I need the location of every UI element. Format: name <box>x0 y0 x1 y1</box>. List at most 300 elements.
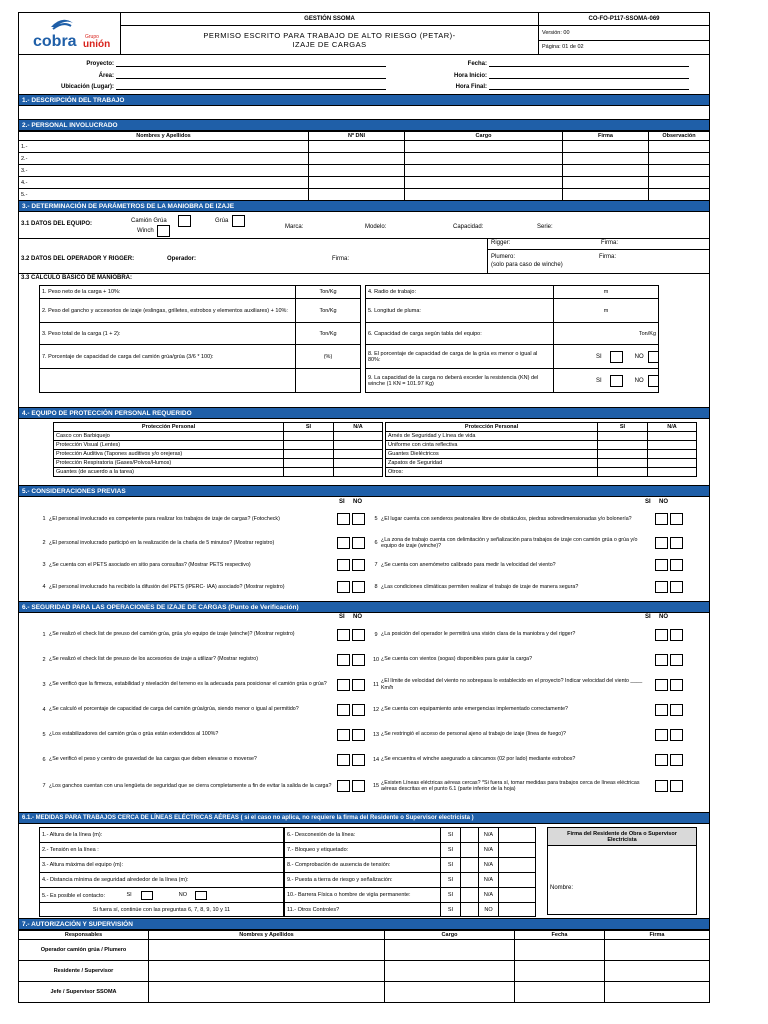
winch-label: Winch <box>137 228 154 234</box>
question-number: 14 <box>372 756 380 763</box>
question-text: ¿Los estabilizadores del camión grúa o grúa están extendidos al 100%? <box>49 731 219 738</box>
th-observacion: Observación <box>649 132 710 141</box>
s6-question-row <box>39 772 369 800</box>
s6-question-row <box>371 747 687 772</box>
si-checkbox[interactable] <box>337 654 350 666</box>
logo-text: cobra <box>33 33 77 50</box>
s6-question-row <box>39 697 369 722</box>
question-number: 4 <box>42 706 46 713</box>
question-number: 2 <box>42 540 46 546</box>
question-text: ¿Se cuenta con anemómetro calibrado para medir la velocidad del viento? <box>381 561 556 568</box>
hora-final-label: Hora Final: <box>455 84 487 90</box>
table-row[interactable] <box>19 982 710 1003</box>
camion-grua-checkbox[interactable] <box>178 215 191 227</box>
question-text: ¿Las condiciones climáticas permiten realizar el trabajo de izaje de manera segura? <box>381 583 579 590</box>
question-text: ¿Se restringió el acceso de personal ajeno al trabajo de izaje (línea de fuego)? <box>381 731 566 738</box>
info-block <box>18 55 710 95</box>
no-checkbox[interactable] <box>352 754 365 766</box>
proyecto-label: Proyecto: <box>86 61 114 67</box>
calculo-right-table: 4. Radio de trabajo: m 5. Longitud de pluma: m 6. Capacidad de carga según tabla del equipo: Ton/Kg 8. El porcentaje de capacidad de carga de la grúa es menor o igual al 80%: SI NO 9. La capacidad de la carga no deberá exceder la resistencia (KN) del winche (1 KN = 101.97 Kg) SI NO <box>365 285 659 393</box>
question-text: ¿La zona de trabajo cuenta con delimitación y señalización para trabajos de izaje con camión grúa o grúa y/o equipo de izaje (winche)? <box>381 536 638 549</box>
s6-question-row <box>371 772 687 800</box>
th-firma: Firma <box>605 931 710 940</box>
table-row[interactable] <box>386 459 697 468</box>
question-number: 6 <box>42 756 46 763</box>
question-number: 8 <box>374 584 378 590</box>
table-row[interactable] <box>19 940 710 961</box>
s6-question-row <box>39 672 369 697</box>
table-row[interactable] <box>19 153 710 165</box>
s61-si-box[interactable] <box>461 888 479 903</box>
question-number: 10 <box>372 656 380 663</box>
calc-unit-4: m <box>554 286 659 299</box>
table-row[interactable] <box>386 432 697 441</box>
form-title <box>121 26 538 54</box>
s61-si-label: SI <box>441 858 461 873</box>
s61-5-si-label: SI <box>126 892 132 899</box>
si-checkbox[interactable] <box>655 559 668 571</box>
s61-si-box[interactable] <box>461 903 479 917</box>
no-checkbox[interactable] <box>352 629 365 641</box>
s61-firma-title: Firma del Residente de Obra o Supervisor Electricista <box>548 828 696 846</box>
grua-checkbox[interactable] <box>232 215 245 227</box>
s61-left-table <box>39 827 284 917</box>
s61-mid-item: 7.- Bloqueo y etiquetado: <box>285 843 441 858</box>
question-text: ¿Se cuenta con vientos (sogas) disponibles para guiar la carga? <box>381 656 533 663</box>
calc-item-4: 4. Radio de trabajo: <box>366 286 554 299</box>
table-row[interactable] <box>19 165 710 177</box>
si-checkbox[interactable] <box>337 780 350 792</box>
question-number: 7 <box>42 783 46 789</box>
question-text: ¿Se realizó el check list de preuso de los accesorios de izaje a utilizar? (Mostrar registro) <box>49 656 259 663</box>
logo-area <box>19 13 121 54</box>
table-row[interactable] <box>386 441 697 450</box>
question-number: 7 <box>374 562 378 568</box>
si-checkbox[interactable] <box>655 704 668 716</box>
calc-8-no-checkbox[interactable] <box>648 351 659 363</box>
table-row[interactable] <box>54 450 383 459</box>
question-text: ¿Se cuenta con el PETS asociado en sitio para consultas? (Mostrar PETS respectivo) <box>49 561 251 568</box>
s6-question-row <box>371 647 687 672</box>
question-text: ¿El personal involucrado es competente para realizar los trabajos de izaje de cargas? (Fotocheck) <box>49 515 280 522</box>
section-2-title: 2.- PERSONAL INVOLUCRADO <box>18 120 710 131</box>
plumero-label: Plumero: <box>491 254 516 260</box>
responsable: Residente / Supervisor <box>19 961 149 982</box>
s61-si-box[interactable] <box>461 828 479 843</box>
calc-unit-6: Ton/Kg <box>554 323 659 345</box>
question-text: ¿Los ganchos cuentan con una lengüeta de seguridad que se cierra completamente a fin de evitar la salida de la carga? <box>49 782 332 789</box>
plumero-firma-label: Firma: <box>599 254 616 260</box>
s5-si-left: SI <box>339 499 345 505</box>
calculo-left-table <box>39 285 361 393</box>
epp-item: Uniforme con cinta reflectiva <box>386 441 598 450</box>
s61-note: Si fuera sí, continúe con las preguntas 6, 7, 8, 9, 10 y 11 <box>40 903 284 917</box>
question-number: 13 <box>372 731 380 738</box>
calc-unit-7: (%) <box>296 345 361 369</box>
th-firma: Firma <box>563 132 649 141</box>
question-text: ¿El personal involucrado ha recibido la difusión del PETS (IPERC- IAA) asociado? (Mostrar registro) <box>49 583 285 590</box>
s5-question-row <box>39 575 369 599</box>
question-text: ¿Se realizó el check list de preuso del camión grúa, grúa y/o equipo de izaje (winche)? (Mostrar registro) <box>49 631 295 638</box>
s61-mid-item: 8.- Comprobación de ausencia de tensión: <box>285 858 441 873</box>
row-number: 3.- <box>19 165 309 177</box>
s5-left-list <box>39 507 369 599</box>
section-6-title: 6.- SEGURIDAD PARA LAS OPERACIONES DE IZAJE DE CARGAS (Punto de Verificación) <box>18 602 710 613</box>
s61-5-si-checkbox[interactable] <box>141 891 153 900</box>
fecha-field[interactable] <box>489 60 689 67</box>
s5-question-row <box>371 555 687 575</box>
area-label: Área: <box>98 73 114 79</box>
s5-question-row <box>371 575 687 599</box>
si-checkbox[interactable] <box>655 537 668 549</box>
description-field[interactable] <box>18 106 710 120</box>
s6-question-row <box>39 622 369 647</box>
marca-label: Marca: <box>285 224 304 230</box>
question-text: ¿Se cuenta con equipamiento ante emergencias implementado correctamente? <box>381 706 568 713</box>
table-row[interactable] <box>54 459 383 468</box>
calc-item-5: 5. Longitud de pluma: <box>366 299 554 323</box>
no-checkbox[interactable] <box>352 654 365 666</box>
si-checkbox[interactable] <box>655 581 668 593</box>
epp-item: Protección Visual (Lentes) <box>54 441 284 450</box>
no-checkbox[interactable] <box>352 513 365 525</box>
th-cargo: Cargo <box>385 931 515 940</box>
calc-9-si-checkbox[interactable] <box>610 375 623 387</box>
no-checkbox[interactable] <box>670 729 683 741</box>
question-text: ¿Se calculó el porcentaje de capacidad de carga del camión grúa/grúa, siendo menor o igual al permitido? <box>49 706 299 713</box>
s5-question-row <box>371 531 687 555</box>
s6-left-list <box>39 622 369 800</box>
s61-item: 1.- Altura de la línea (m): <box>40 828 284 843</box>
s61-mid-item: 11.- Otros Controles? <box>285 903 441 917</box>
s61-no-label: NO <box>479 903 499 917</box>
epp-right-table <box>385 422 697 477</box>
plumero-note: (solo para caso de winche) <box>491 262 563 268</box>
question-text: ¿Existen Líneas eléctricas aéreas cercas? *Si fuera sí, tomar medidas para trabajos cerca de líneas eléctricas aéreas descritas en el punto 6.1 (parte inferior de la hoja) <box>381 779 640 792</box>
epp-item: Guantes (de acuerdo a la tarea) <box>54 468 284 477</box>
s5-si-right: SI <box>645 499 651 505</box>
row-number: 2.- <box>19 153 309 165</box>
s6-question-row <box>371 722 687 747</box>
s61-item: 5.- Es posible el contacto: <box>42 892 105 899</box>
operador-label: Operador: <box>167 256 197 262</box>
calc-item-2: 2. Peso del gancho y accesorios de izaje (eslingas, grilletes, estrobos y elementos auxiliares) + 10%: <box>40 299 296 323</box>
calc-unit-5: m <box>554 299 659 323</box>
table-row[interactable] <box>19 141 710 153</box>
s6-question-row <box>371 622 687 647</box>
s61-na-label: N/A <box>479 843 499 858</box>
calc-item-8: 8. El porcentaje de capacidad de carga de la grúa es menor o igual al 80%: <box>366 345 554 369</box>
section-7-title: 7.- AUTORIZACIÓN Y SUPERVISIÓN <box>18 919 710 930</box>
section-61-title: 6.1.- MEDIDAS PARA TRABAJOS CERCA DE LÍNEAS ELÉCTRICAS AÉREAS ( si el caso no aplica, no requiere la firma del Residente o Supervisor electricista ) <box>18 813 710 824</box>
s61-si-label: SI <box>441 888 461 903</box>
personnel-table <box>18 131 710 201</box>
question-text: ¿El lugar cuenta con senderos peatonales libre de obstáculos, piedras sobredimensionadas y/o bolonería? <box>381 515 632 522</box>
epp-item: Protección Respiratoria (Gases/Polvos/Humos) <box>54 459 284 468</box>
logo-sub: Grupo <box>85 34 99 40</box>
s61-na-box[interactable] <box>499 858 536 873</box>
equipo-label: 3.1 DATOS DEL EQUIPO: <box>21 221 93 227</box>
question-text: ¿La posición del operador le permitirá una visión clara de la maniobra y del rigger? <box>381 631 576 638</box>
form-page: Página: 01 de 02 <box>542 44 584 50</box>
row-number: 5.- <box>19 189 309 201</box>
s61-mid-item: 10.- Barrera Física o hombre de vigía permanente: <box>285 888 441 903</box>
no-checkbox[interactable] <box>670 559 683 571</box>
s61-na-box[interactable] <box>499 828 536 843</box>
question-number: 2 <box>42 656 46 663</box>
epp-item: Guantes Dieléctricos <box>386 450 598 459</box>
si-checkbox[interactable] <box>337 629 350 641</box>
s5-no-left: NO <box>353 499 362 505</box>
calc-item-9: 9. La capacidad de la carga no deberá exceder la resistencia (KN) del winche (1 KN = 101.97 Kg) <box>366 369 554 393</box>
si-checkbox[interactable] <box>337 559 350 571</box>
s5-right-list <box>371 507 687 599</box>
s61-5-no-checkbox[interactable] <box>195 891 207 900</box>
gestion-label: GESTIÓN SSOMA <box>121 13 538 26</box>
calc-item-1: 1. Peso neto de la carga + 10%: <box>40 286 296 299</box>
table-row[interactable] <box>54 441 383 450</box>
question-number: 4 <box>42 584 46 590</box>
s6-question-row <box>39 747 369 772</box>
calculo-label: 3.3 CÁLCULO BÁSICO DE MANIOBRA: <box>21 275 133 281</box>
epp-item: Arnés de Seguridad y Línea de vida <box>386 432 598 441</box>
s61-na-box[interactable] <box>499 843 536 858</box>
s6-question-row <box>39 722 369 747</box>
rigger-label: Rigger: <box>491 240 511 246</box>
capacidad-label: Capacidad: <box>453 224 484 230</box>
si-checkbox[interactable] <box>337 704 350 716</box>
si-checkbox[interactable] <box>337 754 350 766</box>
calc-unit-1: Ton/Kg <box>296 286 361 299</box>
rigger-firma-label: Firma: <box>601 240 618 246</box>
calc-unit-3: Ton/Kg <box>296 323 361 345</box>
epp-item: Protección Auditiva (Tapones auditivos y/o orejeras) <box>54 450 284 459</box>
section-5-title: 5.- CONSIDERACIONES PREVIAS <box>18 486 710 497</box>
question-number: 5 <box>42 731 46 738</box>
th-cargo: Cargo <box>405 132 563 141</box>
th-proteccion: Protección Personal <box>386 423 598 432</box>
th-na: N/A <box>648 423 697 432</box>
section-3-body <box>18 212 710 408</box>
s6-question-row <box>371 697 687 722</box>
s61-nombre-label: Nombre: <box>550 885 574 891</box>
si-checkbox[interactable] <box>655 654 668 666</box>
grua-label: Grúa <box>215 218 229 224</box>
s61-si-box[interactable] <box>461 843 479 858</box>
s6-si-right: SI <box>645 614 651 620</box>
si-checkbox[interactable] <box>655 780 668 792</box>
no-checkbox[interactable] <box>670 629 683 641</box>
s61-si-label: SI <box>441 903 461 917</box>
responsable: Jefe / Supervisor SSOMA <box>19 982 149 1003</box>
s61-mid-table <box>284 827 536 917</box>
s6-no-left: NO <box>353 614 362 620</box>
s61-na-label: N/A <box>479 888 499 903</box>
area-field[interactable] <box>116 72 386 79</box>
s6-right-list <box>371 622 687 800</box>
s61-na-label: N/A <box>479 858 499 873</box>
no-checkbox[interactable] <box>670 754 683 766</box>
th-si: SI <box>284 423 334 432</box>
title-line2: IZAJE DE CARGAS <box>292 40 367 49</box>
cobra-logo-icon <box>47 17 77 33</box>
modelo-label: Modelo: <box>365 224 387 230</box>
section-61-body <box>18 824 710 919</box>
si-checkbox[interactable] <box>337 537 350 549</box>
no-checkbox[interactable] <box>670 780 683 792</box>
authorization-table <box>18 930 710 1003</box>
question-text: ¿El límite de velocidad del viento no sobrepasa lo establecido en el proyecto? Indicar velocidad del viento ____ Km/h <box>381 678 643 691</box>
s6-question-row <box>39 647 369 672</box>
question-number: 5 <box>374 516 378 522</box>
hora-inicio-label: Hora Inicio: <box>453 73 487 79</box>
proyecto-field[interactable] <box>116 60 386 67</box>
no-checkbox[interactable] <box>670 679 683 691</box>
no-checkbox[interactable] <box>352 537 365 549</box>
operador-firma-label: Firma: <box>332 256 349 262</box>
winch-checkbox[interactable] <box>157 225 170 237</box>
s61-si-box[interactable] <box>461 858 479 873</box>
s61-na-label: N/A <box>479 828 499 843</box>
no-checkbox[interactable] <box>352 704 365 716</box>
no-checkbox[interactable] <box>670 537 683 549</box>
hora-inicio-field[interactable] <box>489 72 689 79</box>
question-number: 1 <box>42 516 46 522</box>
th-si: SI <box>598 423 648 432</box>
s61-si-label: SI <box>441 843 461 858</box>
s5-no-right: NO <box>659 499 668 505</box>
s6-no-right: NO <box>659 614 668 620</box>
question-number: 3 <box>42 562 46 568</box>
question-number: 11 <box>373 681 379 688</box>
section-3-title: 3.- DETERMINACIÓN DE PARÁMETROS DE LA MANIOBRA DE IZAJE <box>18 201 710 212</box>
calc-unit-2: Ton/Kg <box>296 299 361 323</box>
calc-item-3: 3. Peso total de la carga (1 + 2): <box>40 323 296 345</box>
si-checkbox[interactable] <box>337 729 350 741</box>
hora-final-field[interactable] <box>489 83 689 90</box>
table-row[interactable] <box>19 961 710 982</box>
si-checkbox[interactable] <box>655 729 668 741</box>
epp-left-table <box>53 422 383 477</box>
no-checkbox[interactable] <box>352 729 365 741</box>
no-checkbox[interactable] <box>670 704 683 716</box>
operador-section-label: 3.2 DATOS DEL OPERADOR Y RIGGER: <box>21 256 135 262</box>
section-6-body <box>18 613 710 813</box>
table-row[interactable] <box>386 468 697 477</box>
s61-5-no-label: NO <box>178 892 188 899</box>
th-nombres: Nombres y Apellidos <box>19 132 309 141</box>
responsable: Operador camión grúa / Plumero <box>19 940 149 961</box>
si-checkbox[interactable] <box>655 679 668 691</box>
si-checkbox[interactable] <box>655 629 668 641</box>
table-row[interactable] <box>54 468 383 477</box>
no-checkbox[interactable] <box>670 654 683 666</box>
th-nombres: Nombres y Apellidos <box>149 931 385 940</box>
section-4-title: 4.- EQUIPO DE PROTECCIÓN PERSONAL REQUERIDO <box>18 408 710 419</box>
s61-si-box[interactable] <box>461 873 479 888</box>
s5-question-row <box>39 555 369 575</box>
ubicacion-field[interactable] <box>116 83 386 90</box>
s61-item: 4.- Distancia mínima de seguridad alrededor de la línea (m): <box>40 873 284 888</box>
question-number: 1 <box>42 631 46 638</box>
table-row[interactable] <box>386 450 697 459</box>
question-number: 15 <box>372 783 380 789</box>
s5-question-row <box>371 507 687 531</box>
s6-question-row <box>371 672 687 697</box>
th-responsables: Responsables <box>19 931 149 940</box>
no-checkbox[interactable] <box>352 581 365 593</box>
no-checkbox[interactable] <box>352 780 365 792</box>
table-row[interactable] <box>54 432 383 441</box>
si-checkbox[interactable] <box>337 581 350 593</box>
form-header <box>18 12 710 55</box>
row-number: 4.- <box>19 177 309 189</box>
s6-si-left: SI <box>339 614 345 620</box>
title-line1: PERMISO ESCRITO PARA TRABAJO DE ALTO RIESGO (PETAR)- <box>203 31 456 40</box>
form-version: Versión: 00 <box>539 26 709 41</box>
logo-union: unión <box>83 39 111 50</box>
si-checkbox[interactable] <box>655 513 668 525</box>
question-number: 9 <box>374 631 378 638</box>
epp-item: Casco con Barbiquejo <box>54 432 284 441</box>
no-checkbox[interactable] <box>352 559 365 571</box>
question-number: 12 <box>372 706 380 713</box>
form-code: CO-FO-P117-SSOMA-069 <box>539 13 709 26</box>
serie-label: Serie: <box>537 224 553 230</box>
s61-firma-box <box>547 827 697 915</box>
no-checkbox[interactable] <box>670 513 683 525</box>
s61-na-box[interactable] <box>499 888 536 903</box>
table-row[interactable] <box>19 177 710 189</box>
th-dni: Nº DNI <box>309 132 405 141</box>
question-number: 3 <box>42 681 46 688</box>
question-text: ¿Se encuentra el winche asegurado a cáncamos (02 por lado) mediante estrobos? <box>381 756 576 763</box>
th-na: N/A <box>334 423 383 432</box>
question-text: ¿Se verificó el peso y centro de gravedad de las cargas que deben elevarse o moverse? <box>49 756 257 763</box>
calc-item-6: 6. Capacidad de carga según tabla del equipo: <box>366 323 554 345</box>
row-number: 1.- <box>19 141 309 153</box>
si-checkbox[interactable] <box>337 679 350 691</box>
s5-question-row <box>39 507 369 531</box>
s61-item: 2.- Tensión en la línea : <box>40 843 284 858</box>
si-checkbox[interactable] <box>337 513 350 525</box>
question-number: 6 <box>374 540 378 546</box>
calc-8-si-checkbox[interactable] <box>610 351 623 363</box>
th-fecha: Fecha <box>515 931 605 940</box>
s5-question-row <box>39 531 369 555</box>
no-checkbox[interactable] <box>670 581 683 593</box>
s61-na-label: N/A <box>479 873 499 888</box>
fecha-label: Fecha: <box>467 61 487 67</box>
table-row[interactable] <box>19 189 710 201</box>
s61-mid-item: 9.- Puesta a tierra de riesgo y señalización: <box>285 873 441 888</box>
ubicacion-label: Ubicación (Lugar): <box>60 84 114 90</box>
si-checkbox[interactable] <box>655 754 668 766</box>
question-text: ¿Se verificó que la firmeza, estabilidad y nivelación del terreno es la adecuada para posicionar el camión grúa o grúa? <box>49 681 327 688</box>
s61-no-box[interactable] <box>499 903 536 917</box>
s61-item: 3.- Altura máxima del equipo (m): <box>40 858 284 873</box>
no-checkbox[interactable] <box>352 679 365 691</box>
s61-mid-item: 6.- Desconexión de la línea: <box>285 828 441 843</box>
calc-item-7: 7. Porcentaje de capacidad de carga del camión grúa/grúa (3/6 * 100): <box>40 345 296 369</box>
section-4-body <box>18 419 710 486</box>
s61-na-box[interactable] <box>499 873 536 888</box>
calc-9-no-checkbox[interactable] <box>648 375 659 387</box>
camion-grua-label: Camión Grúa <box>131 218 167 224</box>
section-1-title: 1.- DESCRIPCIÓN DEL TRABAJO <box>18 95 710 106</box>
epp-item: Zapatos de Seguridad <box>386 459 598 468</box>
s61-si-label: SI <box>441 873 461 888</box>
